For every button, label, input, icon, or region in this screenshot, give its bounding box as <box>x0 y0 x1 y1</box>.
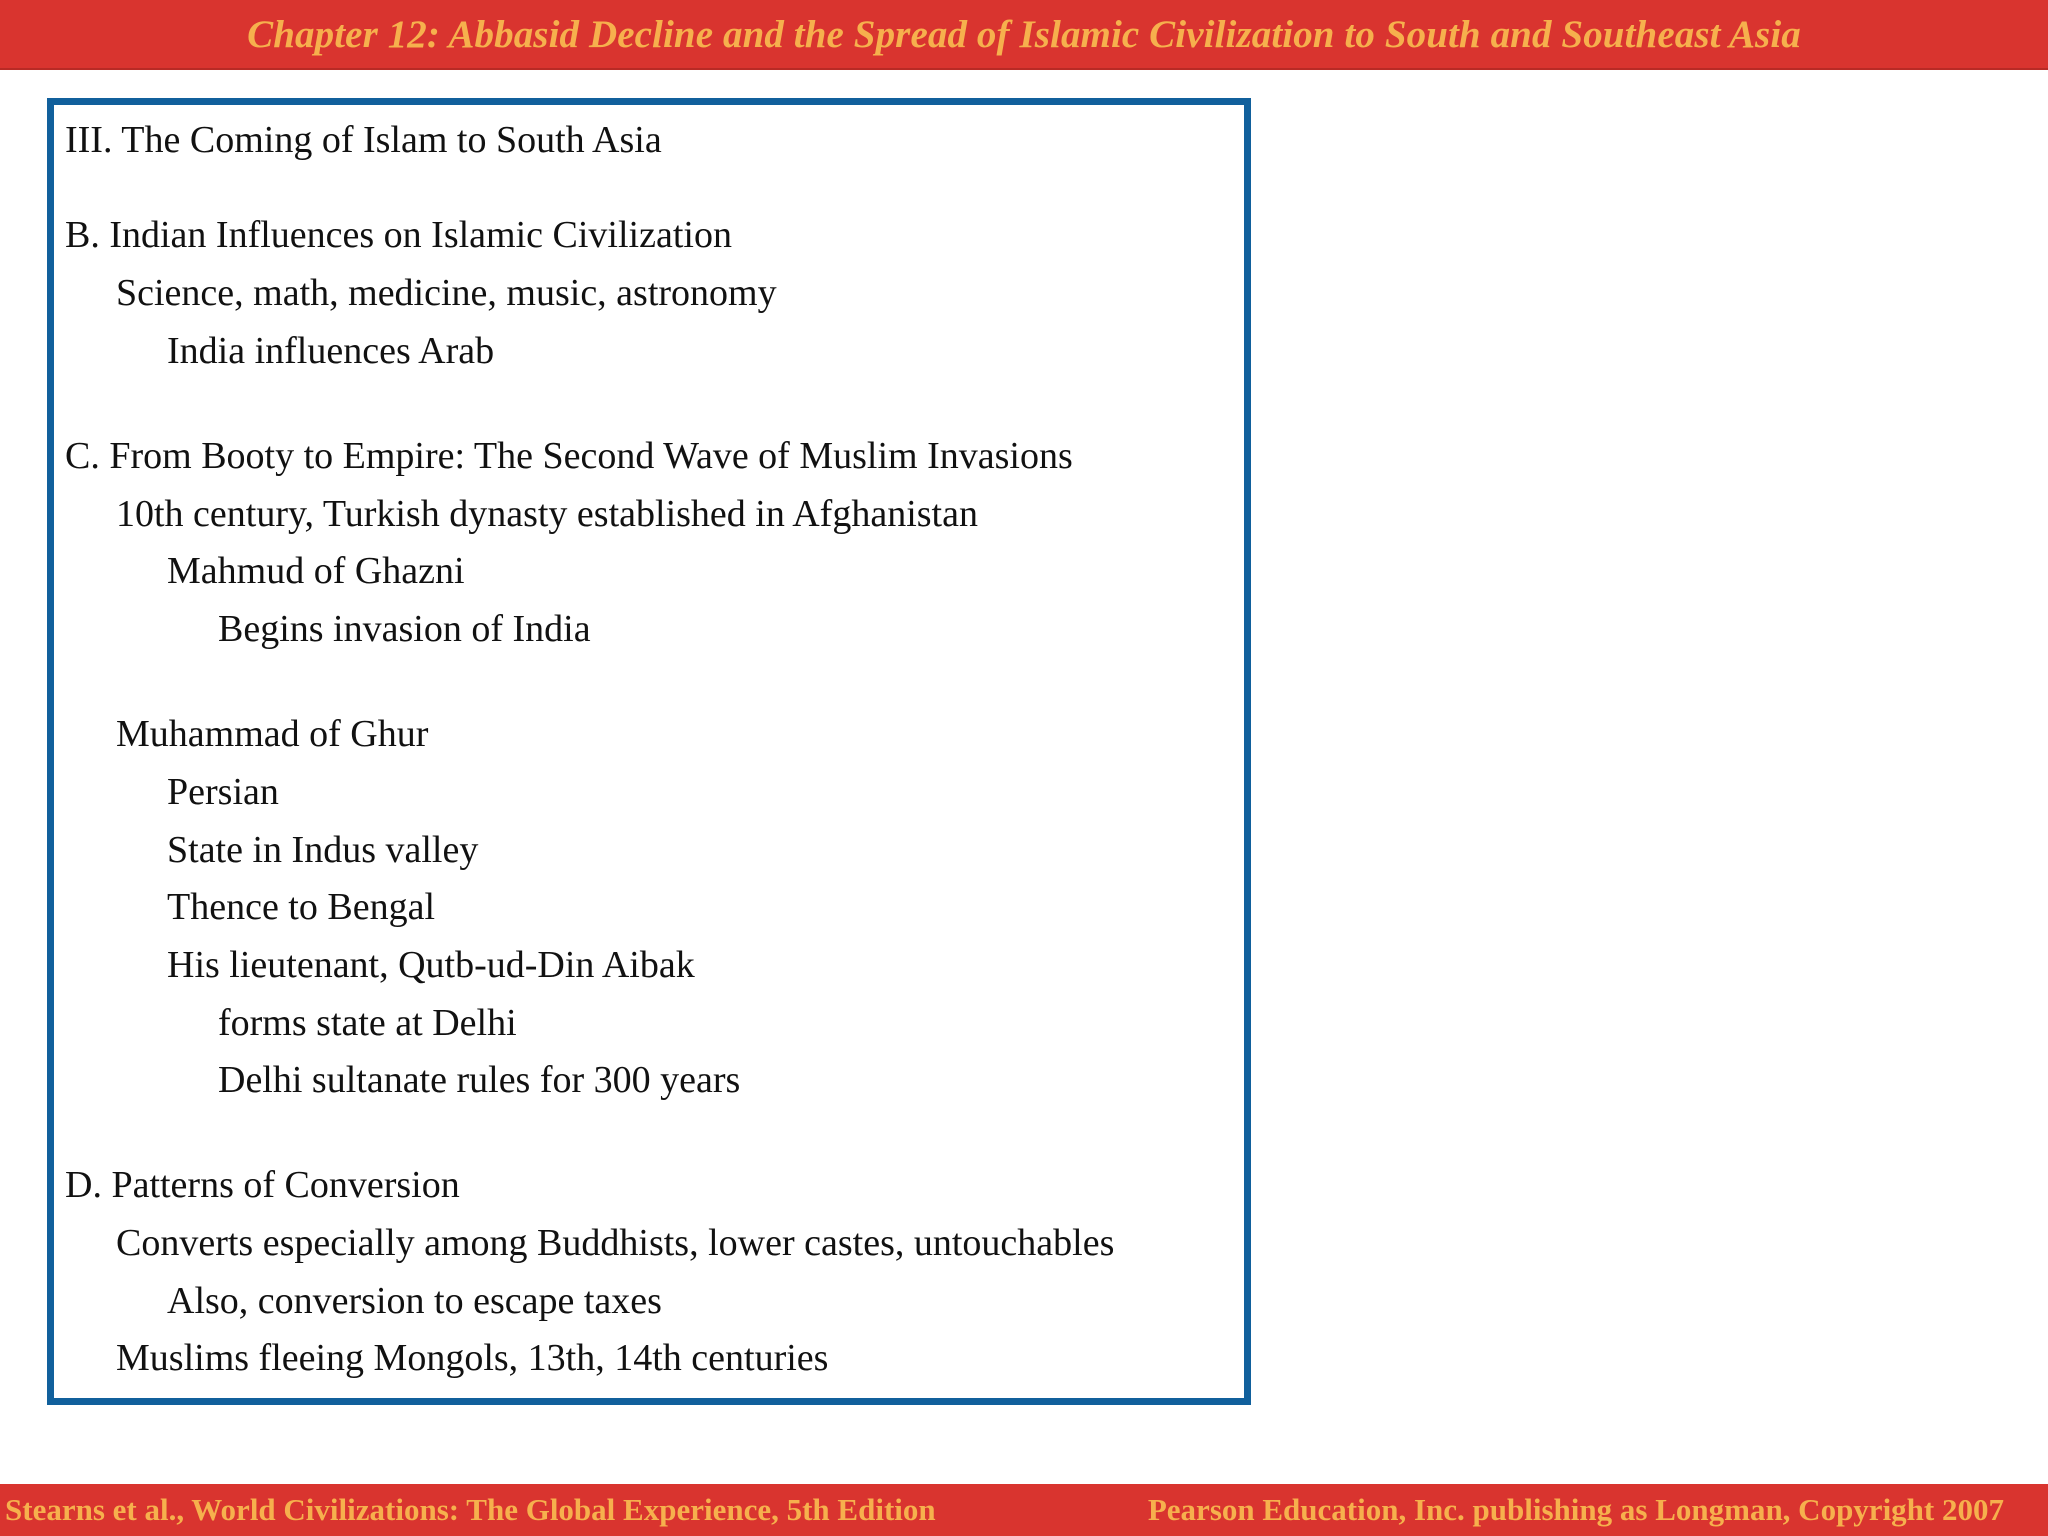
outline-item: Persian <box>167 771 279 813</box>
outline-heading-iii: III. The Coming of Islam to South Asia <box>65 119 662 161</box>
outline-item: Mahmud of Ghazni <box>167 550 465 592</box>
outline-heading-b: B. Indian Influences on Islamic Civilization <box>65 214 732 256</box>
footer-citation: Stearns et al., World Civilizations: The Global Experience, 5th Edition <box>5 1492 936 1527</box>
outline-item: forms state at Delhi <box>218 1002 517 1044</box>
outline-item: Begins invasion of India <box>218 608 591 650</box>
outline-item: India influences Arab <box>167 330 495 372</box>
outline-item: Muhammad of Ghur <box>116 713 429 755</box>
outline-item: His lieutenant, Qutb-ud-Din Aibak <box>167 944 695 986</box>
outline-heading-d: D. Patterns of Conversion <box>65 1164 460 1206</box>
outline-item: Thence to Bengal <box>167 886 436 928</box>
outline-item: State in Indus valley <box>167 829 479 871</box>
outline-item: 10th century, Turkish dynasty established in Afghanistan <box>116 493 978 535</box>
chapter-header-bar <box>0 0 2048 70</box>
footer-copyright: Pearson Education, Inc. publishing as Longman, Copyright 2007 <box>1147 1492 2004 1527</box>
outline-item: Science, math, medicine, music, astronomy <box>116 272 777 314</box>
outline-heading-c: C. From Booty to Empire: The Second Wave of Muslim Invasions <box>65 435 1073 477</box>
outline-item: Muslims fleeing Mongols, 13th, 14th centuries <box>116 1337 829 1379</box>
footer-bar <box>0 1484 2048 1536</box>
outline-item: Also, conversion to escape taxes <box>167 1280 662 1322</box>
chapter-title: Chapter 12: Abbasid Decline and the Spread of Islamic Civilization to South and Southeast Asia <box>247 12 1801 56</box>
outline-item: Converts especially among Buddhists, lower castes, untouchables <box>116 1222 1115 1264</box>
outline-item: Delhi sultanate rules for 300 years <box>218 1059 741 1101</box>
